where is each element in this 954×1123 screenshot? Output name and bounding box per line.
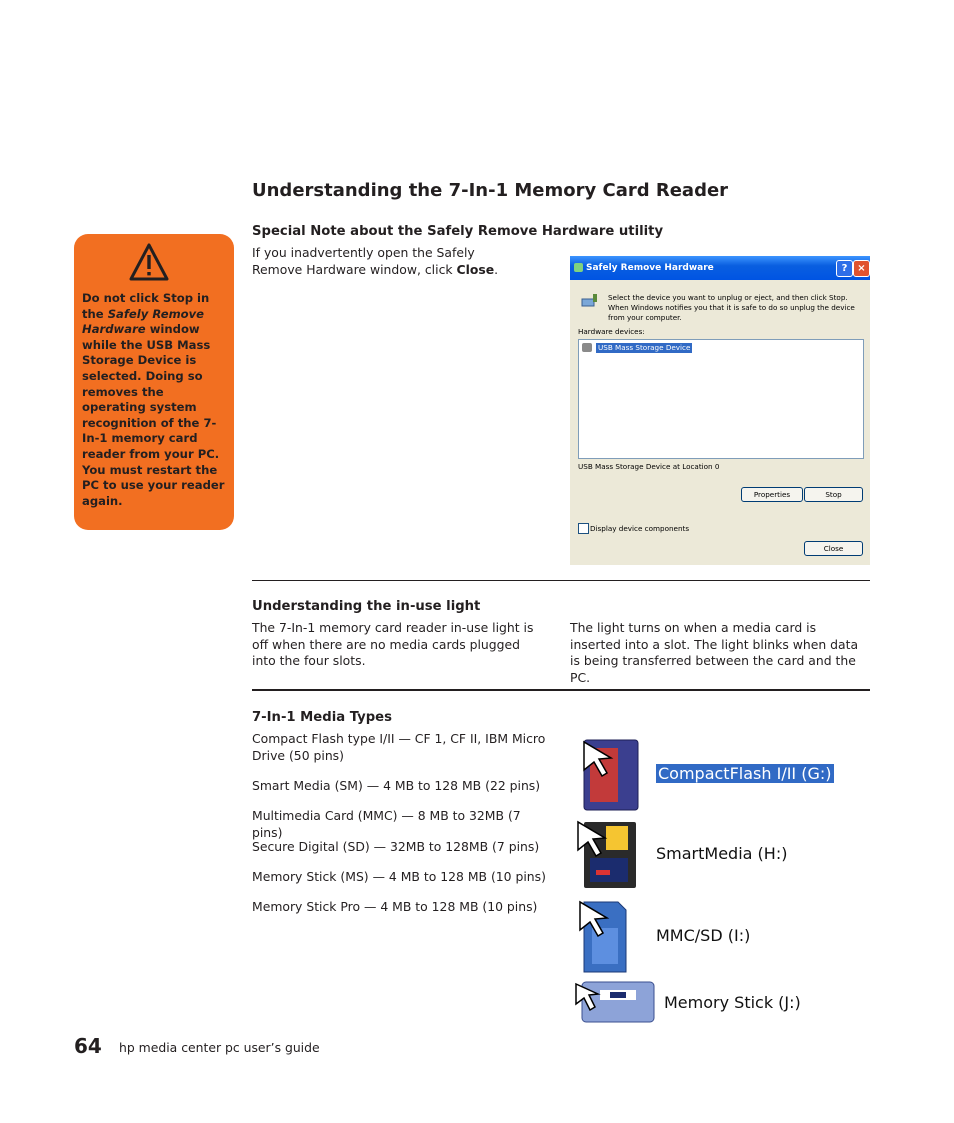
media-type-item: Memory Stick (MS) — 4 MB to 128 MB (10 pins) xyxy=(252,869,546,884)
section-title-media-types: 7-In-1 Media Types xyxy=(252,710,392,725)
in-use-light-left: The 7-In-1 memory card reader in-use light is off when there are no media cards plugged into the four slots. xyxy=(252,620,534,668)
warning-italic: Safely Remove Hardware xyxy=(82,306,205,337)
dialog-title: Safely Remove Hardware xyxy=(586,263,714,273)
section-text-safely-remove: If you inadvertently open the Safely Remove Hardware window, click Close. xyxy=(252,245,499,277)
usb-device-icon xyxy=(582,343,592,352)
hardware-icon xyxy=(574,263,583,272)
divider xyxy=(252,689,870,691)
close-button[interactable]: Close xyxy=(804,541,863,556)
compactflash-label: CompactFlash I/II (G:) xyxy=(658,764,832,783)
warning-triangle-icon xyxy=(129,242,169,282)
in-use-light-right: The light turns on when a media card is inserted into a slot. The light blinks when data is being transferred between the card and the PC. xyxy=(570,620,859,685)
plug-icon xyxy=(581,292,599,308)
section-title-in-use-light: Understanding the in-use light xyxy=(252,599,481,614)
mmc-sd-label: MMC/SD (I:) xyxy=(656,926,751,945)
page-number: 64 xyxy=(74,1034,102,1058)
media-type-item: Multimedia Card (MMC) — 8 MB to 32MB (7 pins) xyxy=(252,808,521,840)
properties-button[interactable]: Properties xyxy=(741,487,803,502)
smartmedia-label: SmartMedia (H:) xyxy=(656,844,788,863)
warning-callout xyxy=(74,234,234,530)
close-bold: Close xyxy=(456,261,495,277)
divider xyxy=(252,580,870,581)
display-components-checkbox[interactable] xyxy=(578,523,589,534)
footer-title: hp media center pc user’s guide xyxy=(119,1040,320,1055)
smartmedia-card-icon xyxy=(576,818,640,892)
media-type-item: Compact Flash type I/II — CF 1, CF II, IBM Micro Drive (50 pins) xyxy=(252,731,546,763)
media-drive-icons xyxy=(574,736,864,1028)
device-location: USB Mass Storage Device at Location 0 xyxy=(578,462,720,471)
section-title-safely-remove: Special Note about the Safely Remove Hardware utility xyxy=(252,224,664,239)
help-button[interactable]: ? xyxy=(836,260,853,277)
display-components-label: Display device components xyxy=(590,524,690,533)
title-close-button[interactable]: × xyxy=(853,260,870,277)
stop-button[interactable]: Stop xyxy=(804,487,863,502)
media-type-item: Secure Digital (SD) — 32MB to 128MB (7 pins) xyxy=(252,839,540,854)
compactflash-card-icon xyxy=(580,738,642,812)
usb-mass-storage-item[interactable]: USB Mass Storage Device xyxy=(598,343,691,352)
safely-remove-dialog xyxy=(570,256,870,565)
warning-text: Do not click Stop in the Safely Remove Hardware window while the USB Mass Storage Device is selected. Doing so removes the operating system recognition of the 7-In-1 memory card reader from your PC. You must restart the PC to use your reader again. xyxy=(82,291,225,508)
media-type-item: Memory Stick Pro — 4 MB to 128 MB (10 pins) xyxy=(252,899,538,914)
hardware-devices-label: Hardware devices: xyxy=(578,327,645,336)
page-heading: Understanding the 7-In-1 Memory Card Reader xyxy=(252,180,729,201)
mmc-sd-card-icon xyxy=(576,898,632,974)
dialog-titlebar xyxy=(570,256,870,280)
memory-stick-icon xyxy=(574,978,656,1028)
hardware-devices-list[interactable] xyxy=(578,339,864,459)
media-type-item: Smart Media (SM) — 4 MB to 128 MB (22 pins) xyxy=(252,778,541,793)
dialog-instructions: Select the device you want to unplug or eject, and then click Stop. When Windows notifies you that it is safe to do so unplug the device from your computer. xyxy=(608,293,855,322)
memory-stick-label: Memory Stick (J:) xyxy=(664,993,801,1012)
